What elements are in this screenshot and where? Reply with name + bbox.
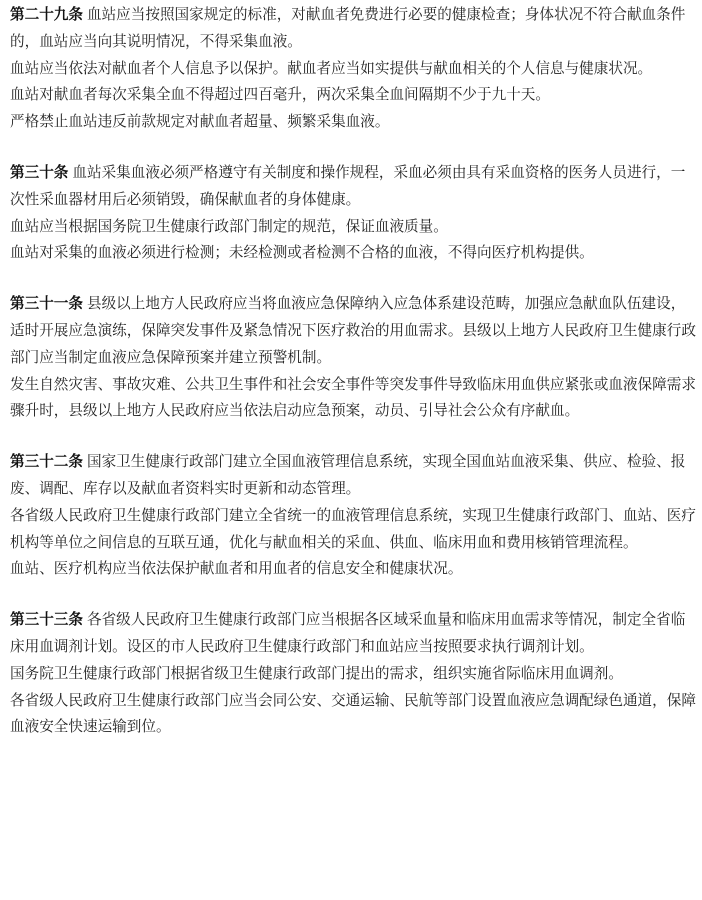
article-paragraph: 严格禁止血站违反前款规定对献血者超量、频繁采集血液。 <box>10 113 390 131</box>
article-first-paragraph <box>10 607 696 661</box>
article-30 <box>10 160 696 267</box>
article-paragraph: 国务院卫生健康行政部门根据省级卫生健康行政部门提出的需求，组织实施省际临床用血调剂。 <box>10 664 623 682</box>
article-first-paragraph <box>10 291 696 371</box>
article-32 <box>10 449 696 583</box>
article-title: 第二十九条 <box>10 6 83 23</box>
article-paragraph: 发生自然灾害、事故灾难、公共卫生事件和社会安全事件等突发事件导致临床用血供应紧张或血液保障需求骤升时，县级以上地方人民政府应当依法启动应急预案，动员、引导社会公众有序献血。 <box>10 375 696 420</box>
article-title: 第三十二条 <box>10 453 83 471</box>
article-first-paragraph <box>10 160 696 214</box>
article-title: 第三十条 <box>10 163 69 181</box>
article-text: 血站采集血液必须严格遵守有关制度和操作规程，采血必须由具有采血资格的医务人员进行，一次性采血器材用后必须销毁，确保献血者的身体健康。 <box>10 163 686 208</box>
article-paragraph: 血站应当根据国务院卫生健康行政部门制定的规范，保证血液质量。 <box>10 217 448 235</box>
article-paragraph: 各省级人民政府卫生健康行政部门建立全省统一的血液管理信息系统，实现卫生健康行政部门、血站、医疗机构等单位之间信息的互联互通，优化与献血相关的采血、供血、临床用血和费用核销管理流程。 <box>10 506 696 551</box>
article-paragraph: 血站、医疗机构应当依法保护献血者和用血者的信息安全和健康状况。 <box>10 560 463 578</box>
article-first-paragraph <box>10 2 696 56</box>
article-paragraph: 各省级人民政府卫生健康行政部门应当会同公安、交通运输、民航等部门设置血液应急调配绿色通道，保障血液安全快速运输到位。 <box>10 691 696 736</box>
article-text: 国家卫生健康行政部门建立全国血液管理信息系统，实现全国血站血液采集、供应、检验、报废、调配、库存以及献血者资料实时更新和动态管理。 <box>10 453 686 497</box>
article-text: 县级以上地方人民政府应当将血液应急保障纳入应急体系建设范畴，加强应急献血队伍建设，适时开展应急演练，保障突发事件及紧急情况下医疗救治的用血需求。县级以上地方人民政府卫生健康行政部门应当制定血液应急保障预案并建立预警机制。 <box>10 295 696 366</box>
article-first-paragraph <box>10 449 696 503</box>
article-text: 各省级人民政府卫生健康行政部门应当根据各区域采血量和临床用血需求等情况，制定全省临床用血调剂计划。设区的市人民政府卫生健康行政部门和血站应当按照要求执行调剂计划。 <box>10 611 686 655</box>
article-33 <box>10 607 696 741</box>
article-paragraph: 血站对献血者每次采集全血不得超过四百毫升，两次采集全血间隔期不少于九十天。 <box>10 86 550 104</box>
article-text: 血站应当按照国家规定的标准，对献血者免费进行必要的健康检查；身体状况不符合献血条件的，血站应当向其说明情况，不得采集血液。 <box>10 6 686 50</box>
article-29 <box>10 2 696 136</box>
article-title: 第三十一条 <box>10 295 83 313</box>
article-31 <box>10 291 696 425</box>
article-paragraph: 血站应当依法对献血者个人信息予以保护。献血者应当如实提供与献血相关的个人信息与健康状况。 <box>10 59 653 77</box>
article-title: 第三十三条 <box>10 611 83 629</box>
article-paragraph: 血站对采集的血液必须进行检测；未经检测或者检测不合格的血液，不得向医疗机构提供。 <box>10 244 594 262</box>
